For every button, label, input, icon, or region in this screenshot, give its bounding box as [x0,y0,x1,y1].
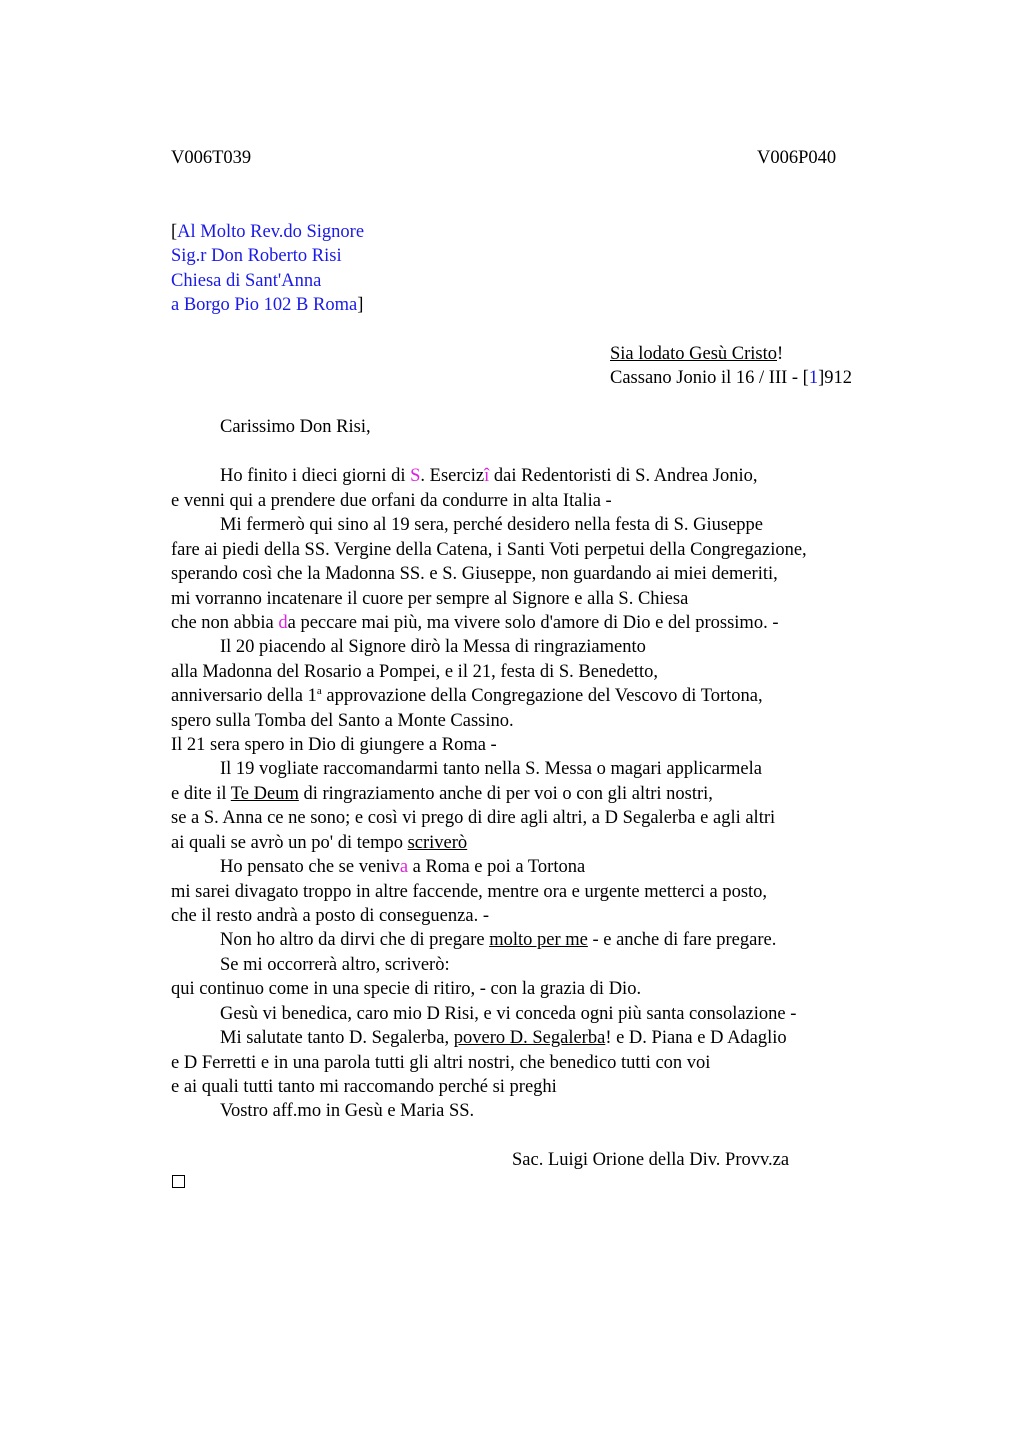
signature: Sac. Luigi Orione della Div. Provv.za [512,1150,790,1170]
address-line-4: a Borgo Pio 102 B Roma] [171,295,364,315]
address-line-1: [Al Molto Rev.do Signore [171,222,365,242]
body-line-3: Mi fermerò qui sino al 19 sera, perché desidero nella festa di S. Giuseppe [220,515,764,535]
body-line-15: se a S. Anna ce ne sono; e così vi prego di dire agli altri, a D Segalerba e agli altri [171,808,776,828]
body-line-11: spero sulla Tomba del Santo a Monte Cassino. [171,711,514,731]
body-line-2: e venni qui a prendere due orfani da condurre in alta Italia - [171,491,612,511]
header-right-code: V006P040 [757,148,837,168]
body-line-10: anniversario della 1$^a$ approvazione della Congregazione del Vescovo di Tortona, [171,685,763,706]
body-line-22: qui continuo come in una specie di ritiro, - con la grazia di Dio. [171,979,642,999]
body-line-26: e ai quali tutti tanto mi raccomando perché si preghi [171,1077,557,1097]
body-line-4: fare ai piedi della SS. Vergine della Catena, i Santi Voti perpetui della Congregazione, [171,540,807,560]
place-date: Cassano Jonio il 16 / III - [1]912 [610,368,853,388]
header-left-code: V006T039 [171,148,252,168]
address-line-3: Chiesa di Sant'Anna [171,271,322,291]
body-line-19: che il resto andrà a posto di conseguenza. - [171,906,489,926]
body-line-12: Il 21 sera spero in Dio di giungere a Roma - [171,735,497,755]
body-line-21: Se mi occorrerà altro, scriverò: [220,955,450,975]
body-line-24: Mi salutate tanto D. Segalerba, povero D. Segalerba! e D. Piana e D Adaglio [220,1028,787,1048]
body-line-7: che non abbia da peccare mai più, ma vivere solo d'amore di Dio e del prossimo. - [171,613,779,633]
body-line-1: Ho finito i dieci giorni di S. Esercizî dai Redentoristi di S. Andrea Jonio, [220,466,758,486]
body-line-5: sperando così che la Madonna SS. e S. Giuseppe, non guardando ai miei demeriti, [171,564,778,584]
address-line-2: Sig.r Don Roberto Risi [171,246,342,266]
body-line-23: Gesù vi benedica, caro mio D Risi, e vi conceda ogni più santa consolazione - [220,1004,797,1024]
motto: Sia lodato Gesù Cristo! [610,344,784,364]
body-line-14: e dite il Te Deum di ringraziamento anche di per voi o con gli altri nostri, [171,784,713,804]
body-line-25: e D Ferretti e in una parola tutti gli altri nostri, che benedico tutti con voi [171,1053,711,1073]
body-line-16: ai quali se avrò un po' di tempo scriverò [171,833,468,853]
salutation: Carissimo Don Risi, [220,417,371,437]
body-line-6: mi vorranno incatenare il cuore per sempre al Signore e alla S. Chiesa [171,589,689,609]
body-line-17: Ho pensato che se veniva a Roma e poi a Tortona [220,857,586,877]
end-marker-square [172,1175,185,1188]
body-line-13: Il 19 vogliate raccomandarmi tanto nella S. Messa o magari applicarmela [220,759,762,779]
body-line-27: Vostro aff.mo in Gesù e Maria SS. [220,1101,475,1121]
body-line-8: Il 20 piacendo al Signore dirò la Messa di ringraziamento [220,637,646,657]
body-line-9: alla Madonna del Rosario a Pompei, e il 21, festa di S. Benedetto, [171,662,659,682]
body-line-18: mi sarei divagato troppo in altre faccende, mentre ora e urgente metterci a posto, [171,882,768,902]
body-line-20: Non ho altro da dirvi che di pregare molto per me - e anche di fare pregare. [220,930,777,950]
